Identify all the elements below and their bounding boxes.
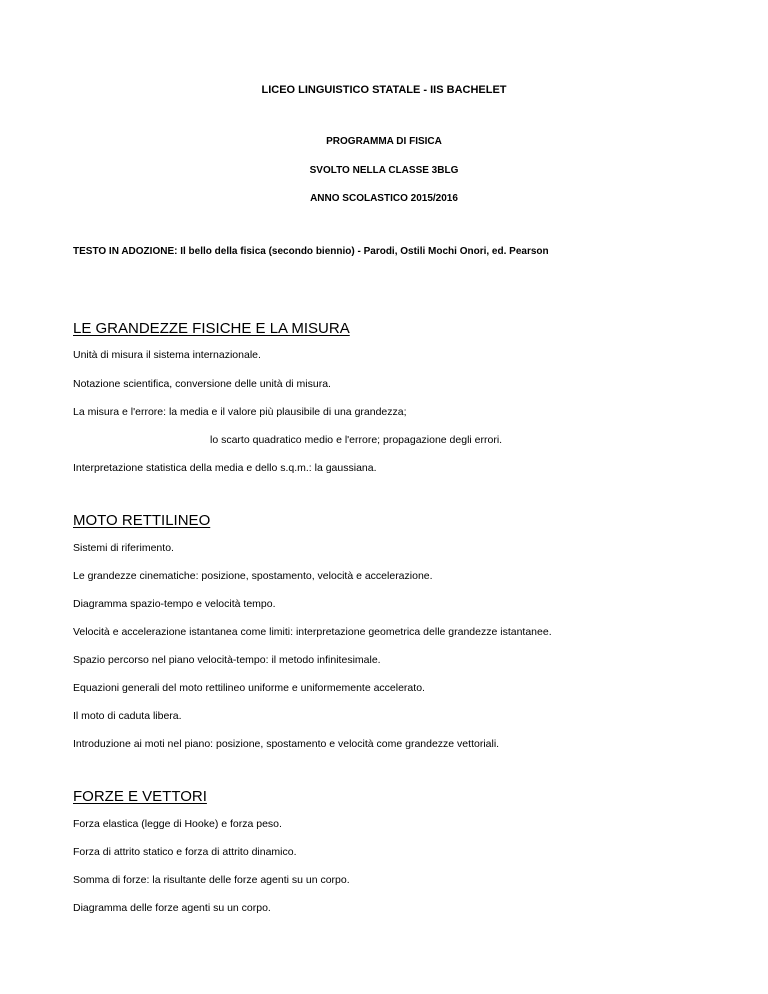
- list-item: Spazio percorso nel piano velocità-tempo: il metodo infinitesimale.: [73, 654, 381, 666]
- list-item: Notazione scientifica, conversione delle unità di misura.: [73, 378, 331, 390]
- list-item: Velocità e accelerazione istantanea come limiti: interpretazione geometrica delle grandezze istantanee.: [73, 626, 552, 638]
- list-item: Diagramma spazio-tempo e velocità tempo.: [73, 598, 276, 610]
- list-item: Introduzione ai moti nel piano: posizione, spostamento e velocità come grandezze vettoriali.: [73, 738, 500, 750]
- year-title: ANNO SCOLASTICO 2015/2016: [310, 193, 458, 204]
- textbook-adoption: TESTO IN ADOZIONE: Il bello della fisica (secondo biennio) - Parodi, Ostili Mochi Onori, ed. Pearson: [73, 246, 549, 257]
- list-item: lo scarto quadratico medio e l'errore; propagazione degli errori.: [210, 434, 503, 446]
- section-heading-moto: MOTO RETTILINEO: [73, 512, 211, 529]
- list-item: Forza di attrito statico e forza di attrito dinamico.: [73, 846, 297, 858]
- list-item: Il moto di caduta libera.: [73, 710, 182, 722]
- list-item: Equazioni generali del moto rettilineo uniforme e uniformemente accelerato.: [73, 682, 425, 694]
- class-title: SVOLTO NELLA CLASSE 3BLG: [309, 165, 459, 176]
- school-title: LICEO LINGUISTICO STATALE - IIS BACHELET: [261, 84, 507, 96]
- list-item: Le grandezze cinematiche: posizione, spostamento, velocità e accelerazione.: [73, 570, 433, 582]
- section-heading-grandezze: LE GRANDEZZE FISICHE E LA MISURA: [73, 320, 350, 337]
- list-item: Interpretazione statistica della media e dello s.q.m.: la gaussiana.: [73, 462, 377, 474]
- list-item: Unità di misura il sistema internazionale.: [73, 349, 261, 361]
- list-item: Diagramma delle forze agenti su un corpo.: [73, 902, 271, 914]
- list-item: Somma di forze: la risultante delle forze agenti su un corpo.: [73, 874, 350, 886]
- section-heading-forze: FORZE E VETTORI: [73, 788, 207, 805]
- list-item: Sistemi di riferimento.: [73, 542, 174, 554]
- list-item: La misura e l'errore: la media e il valore più plausibile di una grandezza;: [73, 406, 407, 418]
- list-item: Forza elastica (legge di Hooke) e forza peso.: [73, 818, 282, 830]
- program-title: PROGRAMMA DI FISICA: [326, 136, 442, 147]
